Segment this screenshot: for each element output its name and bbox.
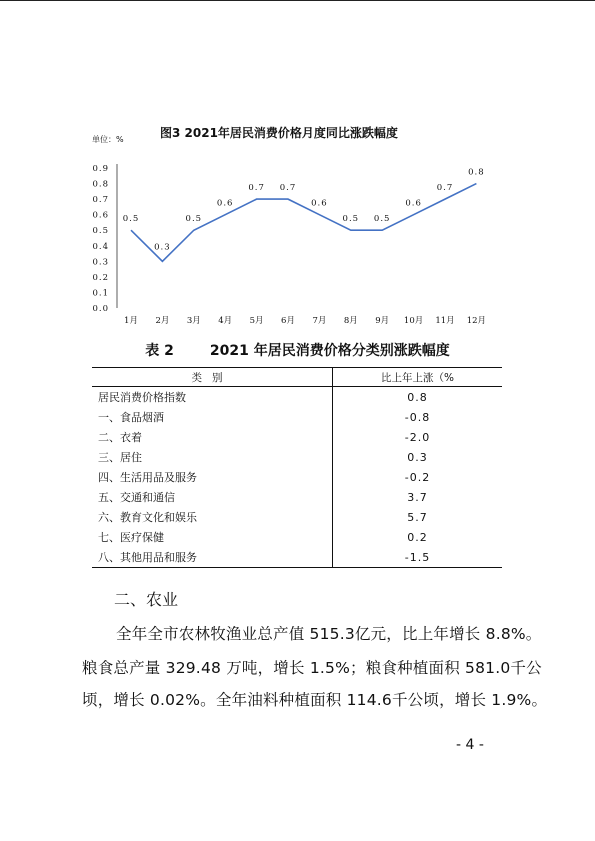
data-label: 0.3: [154, 242, 171, 253]
row-category: 三、居住: [92, 447, 333, 467]
y-tick-label: 0.7: [92, 195, 109, 206]
x-tick-label: 9月: [375, 316, 390, 326]
x-tick-label: 4月: [218, 316, 233, 326]
data-label: 0.5: [373, 214, 391, 225]
x-tick-label: 3月: [186, 316, 201, 326]
row-value: -0.2: [404, 470, 431, 484]
row-category: 六、教育文化和娱乐: [92, 507, 333, 527]
table-number: 表 2: [145, 343, 174, 359]
data-label: 0.8: [468, 167, 485, 178]
page-number: - 4 -: [456, 737, 484, 753]
y-tick-label: 0.8: [92, 179, 109, 190]
row-category: 居民消费价格指数: [92, 387, 333, 408]
y-tick-label: 0.4: [92, 241, 109, 252]
table-row: [92, 387, 502, 408]
data-label: 0.6: [405, 198, 422, 209]
table-header-row: [92, 368, 502, 387]
row-category: 二、衣着: [92, 427, 333, 447]
paragraph-line: 全年全市农林牧渔业总产值 515.3亿元，比上年增长 8.8%。: [116, 625, 542, 643]
x-tick-label: 12月: [466, 316, 487, 326]
series-line: [131, 184, 476, 262]
data-label: 0.7: [279, 183, 297, 194]
y-tick-label: 0.9: [92, 164, 109, 174]
table-row: [92, 427, 502, 447]
chart-unit-label: 单位：%: [92, 135, 124, 144]
x-tick-label: 11月: [435, 316, 455, 326]
table-title-text: 2021 年居民消费价格分类别涨跌幅度: [209, 343, 450, 359]
row-value: 0.2: [407, 530, 428, 544]
paragraph-line: 顷，增长 0.02%。全年油料种植面积 114.6千公顷，增长 1.9%。: [82, 691, 548, 709]
row-category: 八、其他用品和服务: [92, 547, 333, 568]
header-value: 比上年上涨（%: [333, 368, 503, 387]
table-row: [92, 507, 502, 527]
section-heading: 二、农业: [114, 590, 179, 609]
row-category: 五、交通和通信: [92, 487, 333, 507]
header-category: 类别: [92, 368, 333, 387]
row-value: -1.5: [333, 547, 503, 568]
line-chart: [0, 0, 595, 340]
x-tick-label: 6月: [281, 316, 295, 326]
row-value: 3.7: [407, 490, 428, 504]
table-row: [92, 467, 502, 487]
data-label: 0.6: [216, 198, 234, 209]
y-tick-label: 0.1: [92, 288, 109, 299]
row-category: 一、食品烟酒: [92, 407, 333, 427]
y-tick-label: 0.2: [92, 272, 109, 283]
paragraph-line: 粮食总产量 329.48 万吨，增长 1.5%；粮食种植面积 581.0千公: [82, 659, 542, 677]
table-row: [92, 447, 502, 467]
y-tick-label: 0.0: [92, 304, 109, 314]
data-label: 0.6: [311, 198, 328, 209]
x-tick-label: 7月: [312, 316, 327, 326]
x-tick-label: 10月: [403, 316, 424, 326]
row-value: 0.3: [407, 450, 428, 464]
table-row: [92, 407, 502, 427]
table-row: [92, 527, 502, 547]
table-row: [92, 487, 502, 507]
data-label: 0.7: [248, 183, 265, 194]
y-tick-label: 0.3: [92, 257, 109, 268]
y-tick-label: 0.6: [92, 210, 109, 221]
data-label: 0.5: [185, 214, 203, 225]
row-value: -0.8: [404, 410, 431, 424]
x-tick-label: 1月: [124, 316, 138, 326]
row-category: 七、医疗保健: [92, 527, 333, 547]
table-row: [92, 547, 502, 568]
chart-title: 图3 2021年居民消费价格月度同比涨跌幅度: [160, 126, 398, 140]
row-value: 5.7: [407, 510, 428, 524]
table-title: [0, 340, 595, 360]
data-label: 0.5: [122, 214, 140, 225]
x-tick-label: 8月: [343, 316, 358, 326]
cpi-category-table: [92, 367, 502, 568]
x-tick-label: 2月: [155, 316, 170, 326]
y-tick-label: 0.5: [92, 226, 109, 237]
row-value: -2.0: [404, 430, 431, 444]
data-label: 0.7: [436, 183, 454, 194]
data-label: 0.5: [342, 214, 360, 225]
row-category: 四、生活用品及服务: [92, 467, 333, 487]
row-value: 0.8: [407, 390, 428, 404]
x-tick-label: 5月: [249, 316, 264, 326]
